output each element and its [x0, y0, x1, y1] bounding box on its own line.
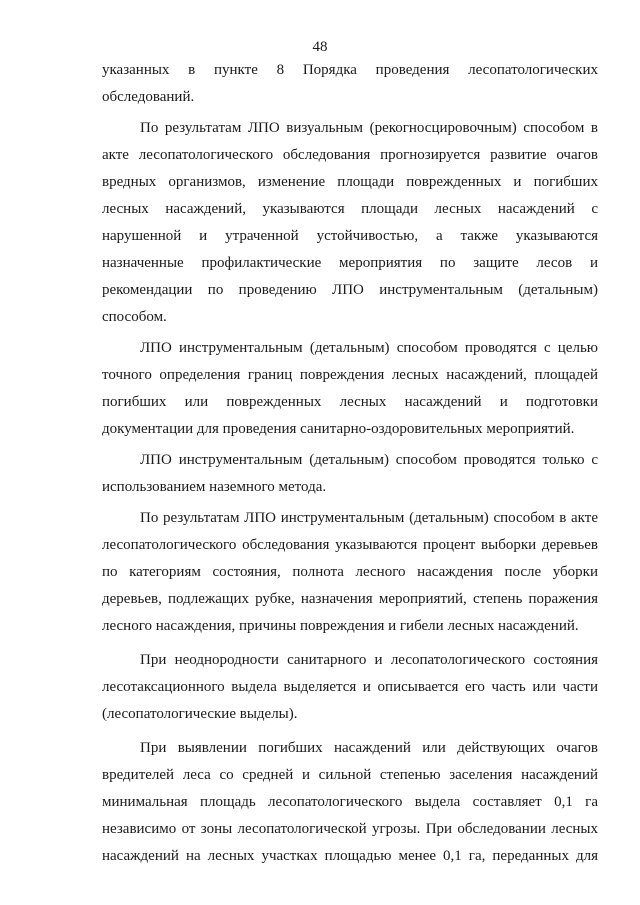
paragraph-instrumental-method-purpose: ЛПО инструментальным (детальным) способом проводятся с целью точного определения границ повреждения лесных насаждений, площадей погибших или поврежденных лесных насаждений и подготовки документации для проведения санитарно-оздоровительных мероприятий.: [102, 340, 598, 437]
paragraph-heterogeneity: При неоднородности санитарного и лесопатологического состояния лесотаксационного выдела выделяется и описывается его часть или части (лесопатологические выделы).: [102, 652, 598, 722]
paragraph-instrumental-method-results: По результатам ЛПО инструментальным (детальным) способом в акте лесопатологического обследования указываются процент выборки деревьев по категориям состояния, полнота лесного насаждения после уборки деревьев, подлежащих рубке, назначения мероприятий, степень поражения лесного насаждения, причины повреждения и гибели лесных насаждений.: [102, 510, 598, 634]
paragraph-minimum-area: При выявлении погибших насаждений или действующих очагов вредителей леса со средней и сильной степенью заселения насаждений минимальная площадь лесопатологического выдела составляет 0,1 га независимо от зоны лесопатологической угрозы. При обследовании лесных насаждений на лесных участках площадью менее 0,1 га, переданных для: [102, 740, 598, 864]
page-number: 48: [312, 39, 328, 55]
paragraph-ground-method: ЛПО инструментальным (детальным) способом проводятся только с использованием наземного метода.: [102, 452, 598, 495]
paragraph-continuation: указанных в пункте 8 Порядка проведения лесопатологических обследований.: [102, 62, 598, 105]
document-body: [102, 57, 598, 870]
paragraph-visual-method-results: По результатам ЛПО визуальным (рекогносцировочным) способом в акте лесопатологического обследования прогнозируется развитие очагов вредных организмов, изменение площади поврежденных и погибших лесных насаждений, указываются площади лесных насаждений с нарушенной и утраченной устойчивостью, а также указываются назначенные профилактические мероприятия по защите лесов и рекомендации по проведению ЛПО инструментальным (детальным) способом.: [102, 120, 598, 325]
